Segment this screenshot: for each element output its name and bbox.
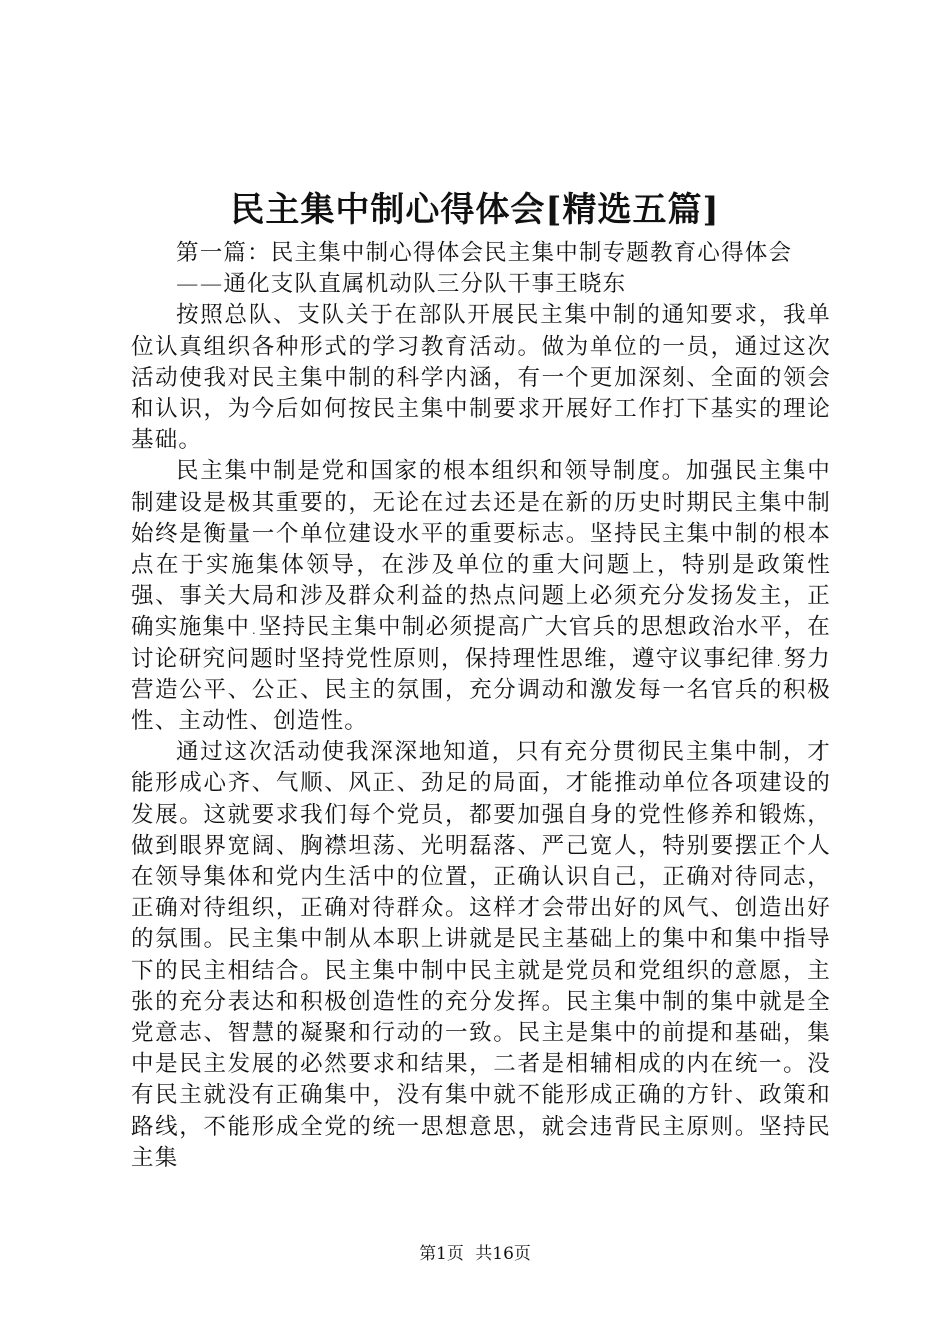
author-line: ——通化支队直属机动队三分队干事王晓东 (176, 271, 627, 298)
page-footer (0, 1242, 950, 1266)
body-paragraph: 通过这次活动使我深深地知道，只有充分贯彻民主集中制，才能形成心齐、气顺、风正、劲足的局面，才能推动单位各项建设的发展。这就要求我们每个党员，都要加强自身的党性修养和锻炼，做到眼界宽阔、胸襟坦荡、光明磊落、严己宽人，特别要摆正个人在领导集体和党内生活中的位置，正确认识自己，正确对待同志，正确对待组织，正确对待群众。这样才会带出好的风气、创造出好的氛围。民主集中制从本职上讲就是民主基础上的集中和集中指导下的民主相结合。民主集中制中民主就是党员和党组织的意愿，主张的充分表达和积极创造性的充分发挥。民主集中制的集中就是全党意志、智慧的凝聚和行动的一致。民主是集中的前提和基础，集中是民主发展的必然要求和结果，二者是相辅相成的内在统一。没有民主就没有正确集中，没有集中就不能形成正确的方针、政策和路线，不能形成全党的统一思想意思，就会违背民主原则。坚持民主集 (131, 739, 831, 1171)
section-heading: 第一篇：民主集中制心得体会民主集中制专题教育心得体会 (176, 240, 793, 266)
page-total: 共16页 (475, 1244, 531, 1264)
document-title: 民主集中制心得体会[精选五篇] (230, 190, 720, 230)
body-paragraph: 按照总队、支队关于在部队开展民主集中制的通知要求，我单位认真组织各种形式的学习教育活动。做为单位的一员，通过这次活动使我对民主集中制的科学内涵，有一个更加深刻、全面的领会和认识，为今后如何按民主集中制要求开展好工作打下基实的理论基础。 (131, 302, 831, 454)
page-number: 第1页 (419, 1244, 464, 1264)
body-paragraph: 民主集中制是党和国家的根本组织和领导制度。加强民主集中制建设是极其重要的，无论在过去还是在新的历史时期民主集中制始终是衡量一个单位建设水平的重要标志。坚持民主集中制的根本点在于实施集体领导，在涉及单位的重大问题上，特别是政策性强、事关大局和涉及群众利益的热点问题上必须充分发扬发主，正确实施集中.坚持民主集中制必须提高广大官兵的思想政治水平，在讨论研究问题时坚持党性原则，保持理性思维，遵守议事纪律.努力营造公平、公正、民主的氛围，充分调动和激发每一名官兵的积极性、主动性、创造性。 (131, 458, 831, 735)
document-body (131, 238, 831, 1174)
